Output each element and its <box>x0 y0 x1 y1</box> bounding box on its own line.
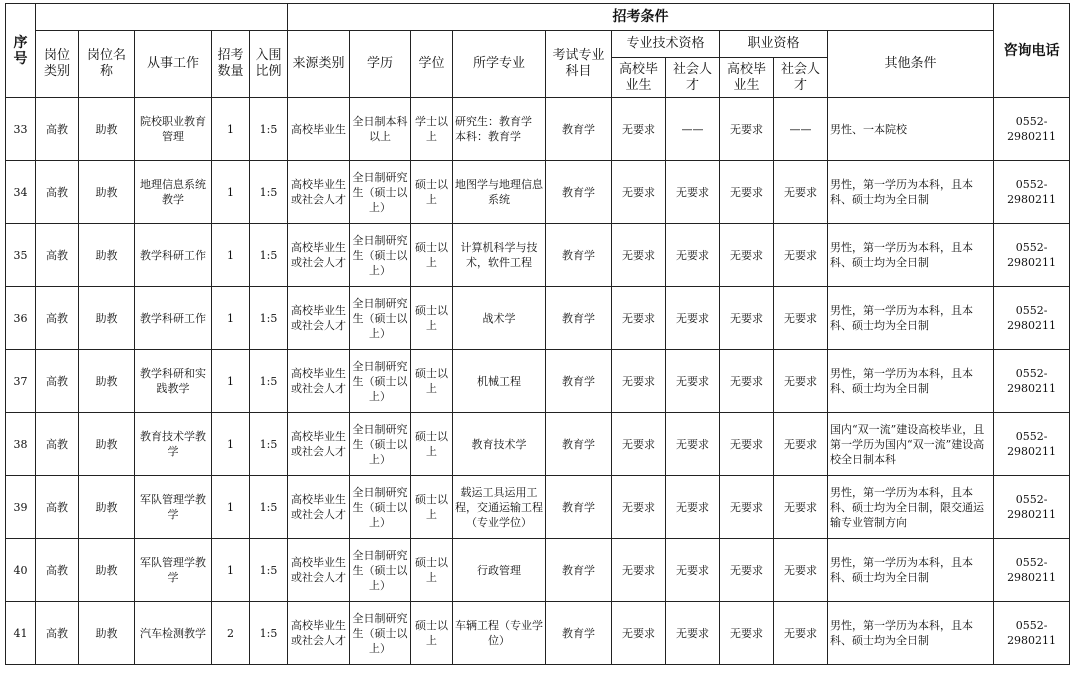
cell-phone: 0552-2980211 <box>994 224 1070 287</box>
cell-other: 男性，第一学历为本科，且本科、硕士均为全日制 <box>828 602 994 665</box>
cell-ratio: 1:5 <box>250 476 288 539</box>
cell-seq: 37 <box>6 350 36 413</box>
cell-pt-graduate: 无要求 <box>612 287 666 350</box>
cell-quota: 2 <box>212 602 250 665</box>
cell-ratio: 1:5 <box>250 161 288 224</box>
header-post-type: 岗位类别 <box>36 31 79 98</box>
cell-education: 全日制研究生（硕士以上） <box>350 287 411 350</box>
cell-ratio: 1:5 <box>250 602 288 665</box>
cell-seq: 41 <box>6 602 36 665</box>
cell-quota: 1 <box>212 539 250 602</box>
cell-voc-graduate: 无要求 <box>720 224 774 287</box>
cell-post-type: 高教 <box>36 287 79 350</box>
cell-pt-social: 无要求 <box>666 413 720 476</box>
cell-post-name: 助教 <box>79 161 135 224</box>
header-voc-graduate: 高校毕业生 <box>720 58 774 98</box>
table-body <box>6 98 1070 665</box>
cell-pt-graduate: 无要求 <box>612 413 666 476</box>
cell-post-type: 高教 <box>36 350 79 413</box>
table-row <box>6 224 1070 287</box>
cell-pt-social: 无要求 <box>666 476 720 539</box>
cell-source: 高校毕业生或社会人才 <box>288 539 350 602</box>
cell-post-type: 高教 <box>36 224 79 287</box>
cell-exam-major: 教育学 <box>546 539 612 602</box>
cell-pt-social: —— <box>666 98 720 161</box>
cell-pt-graduate: 无要求 <box>612 98 666 161</box>
cell-post-name: 助教 <box>79 224 135 287</box>
cell-voc-social: —— <box>774 98 828 161</box>
cell-major: 行政管理 <box>453 539 546 602</box>
table-row <box>6 98 1070 161</box>
cell-major: 教育技术学 <box>453 413 546 476</box>
cell-post-name: 助教 <box>79 602 135 665</box>
cell-quota: 1 <box>212 413 250 476</box>
cell-work: 教育技术学教学 <box>135 413 212 476</box>
table-row <box>6 350 1070 413</box>
cell-seq: 36 <box>6 287 36 350</box>
cell-voc-social: 无要求 <box>774 602 828 665</box>
cell-post-name: 助教 <box>79 98 135 161</box>
cell-ratio: 1:5 <box>250 350 288 413</box>
cell-voc-social: 无要求 <box>774 350 828 413</box>
cell-source: 高校毕业生或社会人才 <box>288 476 350 539</box>
cell-source: 高校毕业生或社会人才 <box>288 413 350 476</box>
header-pt-social: 社会人才 <box>666 58 720 98</box>
cell-pt-social: 无要求 <box>666 350 720 413</box>
header-phone: 咨询电话 <box>994 4 1070 98</box>
cell-quota: 1 <box>212 98 250 161</box>
cell-education: 全日制研究生（硕士以上） <box>350 476 411 539</box>
cell-pt-social: 无要求 <box>666 161 720 224</box>
cell-exam-major: 教育学 <box>546 602 612 665</box>
cell-major: 研究生：教育学 本科：教育学 <box>453 98 546 161</box>
table-row <box>6 413 1070 476</box>
cell-ratio: 1:5 <box>250 287 288 350</box>
cell-other: 男性、一本院校 <box>828 98 994 161</box>
cell-exam-major: 教育学 <box>546 287 612 350</box>
cell-pt-graduate: 无要求 <box>612 476 666 539</box>
header-source: 来源类别 <box>288 31 350 98</box>
table-row <box>6 287 1070 350</box>
cell-post-type: 高教 <box>36 539 79 602</box>
cell-phone: 0552-2980211 <box>994 161 1070 224</box>
table-row <box>6 602 1070 665</box>
table-row <box>6 476 1070 539</box>
header-conditions: 招考条件 <box>288 4 994 31</box>
cell-source: 高校毕业生 <box>288 98 350 161</box>
cell-phone: 0552-2980211 <box>994 602 1070 665</box>
cell-phone: 0552-2980211 <box>994 539 1070 602</box>
header-education: 学历 <box>350 31 411 98</box>
cell-phone: 0552-2980211 <box>994 98 1070 161</box>
cell-voc-social: 无要求 <box>774 476 828 539</box>
header-degree: 学位 <box>411 31 453 98</box>
cell-work: 教学科研工作 <box>135 224 212 287</box>
cell-degree: 硕士以上 <box>411 602 453 665</box>
cell-voc-graduate: 无要求 <box>720 539 774 602</box>
cell-work: 教学科研和实践教学 <box>135 350 212 413</box>
header-work: 从事工作 <box>135 31 212 98</box>
header-exam-major: 考试专业科目 <box>546 31 612 98</box>
cell-voc-social: 无要求 <box>774 161 828 224</box>
cell-seq: 34 <box>6 161 36 224</box>
cell-education: 全日制研究生（硕士以上） <box>350 413 411 476</box>
header-vocational: 职业资格 <box>720 31 828 58</box>
cell-degree: 硕士以上 <box>411 413 453 476</box>
recruitment-table-wrapper <box>5 3 1070 665</box>
cell-seq: 40 <box>6 539 36 602</box>
cell-exam-major: 教育学 <box>546 224 612 287</box>
cell-source: 高校毕业生或社会人才 <box>288 224 350 287</box>
cell-degree: 硕士以上 <box>411 161 453 224</box>
cell-pt-social: 无要求 <box>666 602 720 665</box>
cell-ratio: 1:5 <box>250 539 288 602</box>
cell-other: 男性，第一学历为本科，且本科、硕士均为全日制 <box>828 287 994 350</box>
cell-quota: 1 <box>212 350 250 413</box>
cell-seq: 35 <box>6 224 36 287</box>
cell-exam-major: 教育学 <box>546 161 612 224</box>
cell-degree: 硕士以上 <box>411 476 453 539</box>
cell-voc-graduate: 无要求 <box>720 476 774 539</box>
cell-degree: 硕士以上 <box>411 539 453 602</box>
header-voc-social: 社会人才 <box>774 58 828 98</box>
cell-degree: 硕士以上 <box>411 224 453 287</box>
cell-work: 军队管理学教学 <box>135 539 212 602</box>
cell-quota: 1 <box>212 476 250 539</box>
cell-exam-major: 教育学 <box>546 476 612 539</box>
header-quota: 招考数量 <box>212 31 250 98</box>
cell-ratio: 1:5 <box>250 98 288 161</box>
cell-quota: 1 <box>212 224 250 287</box>
cell-education: 全日制研究生（硕士以上） <box>350 350 411 413</box>
cell-quota: 1 <box>212 287 250 350</box>
cell-major: 战术学 <box>453 287 546 350</box>
cell-major: 计算机科学与技术，软件工程 <box>453 224 546 287</box>
cell-work: 教学科研工作 <box>135 287 212 350</box>
cell-degree: 硕士以上 <box>411 350 453 413</box>
cell-phone: 0552-2980211 <box>994 287 1070 350</box>
cell-source: 高校毕业生或社会人才 <box>288 287 350 350</box>
cell-voc-social: 无要求 <box>774 413 828 476</box>
cell-major: 地图学与地理信息系统 <box>453 161 546 224</box>
cell-education: 全日制研究生（硕士以上） <box>350 224 411 287</box>
cell-other: 男性，第一学历为本科，且本科、硕士均为全日制，限交通运输专业管制方向 <box>828 476 994 539</box>
cell-voc-graduate: 无要求 <box>720 98 774 161</box>
cell-voc-graduate: 无要求 <box>720 602 774 665</box>
cell-pt-social: 无要求 <box>666 287 720 350</box>
header-pt-graduate: 高校毕业生 <box>612 58 666 98</box>
cell-pt-social: 无要求 <box>666 224 720 287</box>
cell-ratio: 1:5 <box>250 413 288 476</box>
cell-post-type: 高教 <box>36 98 79 161</box>
cell-post-type: 高教 <box>36 602 79 665</box>
cell-degree: 学士以上 <box>411 98 453 161</box>
cell-pt-graduate: 无要求 <box>612 350 666 413</box>
cell-voc-graduate: 无要求 <box>720 413 774 476</box>
cell-other: 男性，第一学历为本科，且本科、硕士均为全日制 <box>828 539 994 602</box>
recruitment-table <box>5 3 1070 665</box>
cell-seq: 33 <box>6 98 36 161</box>
cell-voc-social: 无要求 <box>774 539 828 602</box>
cell-post-type: 高教 <box>36 161 79 224</box>
cell-pt-graduate: 无要求 <box>612 224 666 287</box>
cell-education: 全日制研究生（硕士以上） <box>350 539 411 602</box>
cell-exam-major: 教育学 <box>546 98 612 161</box>
cell-source: 高校毕业生或社会人才 <box>288 161 350 224</box>
cell-source: 高校毕业生或社会人才 <box>288 350 350 413</box>
header-post-name: 岗位名称 <box>79 31 135 98</box>
header-major: 所学专业 <box>453 31 546 98</box>
cell-post-name: 助教 <box>79 350 135 413</box>
cell-other: 男性，第一学历为本科，且本科、硕士均为全日制 <box>828 224 994 287</box>
header-blank-left <box>36 4 288 31</box>
cell-pt-social: 无要求 <box>666 539 720 602</box>
header-pro-tech: 专业技术资格 <box>612 31 720 58</box>
cell-education: 全日制研究生（硕士以上） <box>350 161 411 224</box>
cell-exam-major: 教育学 <box>546 413 612 476</box>
cell-quota: 1 <box>212 161 250 224</box>
cell-exam-major: 教育学 <box>546 350 612 413</box>
cell-other: 国内“双一流”建设高校毕业，且第一学历为国内“双一流”建设高校全日制本科 <box>828 413 994 476</box>
header-ratio: 入围比例 <box>250 31 288 98</box>
cell-seq: 39 <box>6 476 36 539</box>
header-other: 其他条件 <box>828 31 994 98</box>
cell-work: 军队管理学教学 <box>135 476 212 539</box>
cell-phone: 0552-2980211 <box>994 413 1070 476</box>
cell-pt-graduate: 无要求 <box>612 161 666 224</box>
cell-major: 载运工具运用工程，交通运输工程（专业学位） <box>453 476 546 539</box>
cell-work: 院校职业教育管理 <box>135 98 212 161</box>
cell-other: 男性，第一学历为本科，且本科、硕士均为全日制 <box>828 161 994 224</box>
cell-voc-graduate: 无要求 <box>720 287 774 350</box>
cell-post-name: 助教 <box>79 476 135 539</box>
cell-work: 地理信息系统教学 <box>135 161 212 224</box>
cell-work: 汽车检测教学 <box>135 602 212 665</box>
cell-degree: 硕士以上 <box>411 287 453 350</box>
cell-voc-social: 无要求 <box>774 224 828 287</box>
cell-source: 高校毕业生或社会人才 <box>288 602 350 665</box>
cell-major: 车辆工程（专业学位） <box>453 602 546 665</box>
cell-other: 男性，第一学历为本科，且本科、硕士均为全日制 <box>828 350 994 413</box>
cell-post-type: 高教 <box>36 476 79 539</box>
cell-post-name: 助教 <box>79 539 135 602</box>
table-row <box>6 539 1070 602</box>
cell-seq: 38 <box>6 413 36 476</box>
cell-voc-graduate: 无要求 <box>720 161 774 224</box>
cell-education: 全日制本科以上 <box>350 98 411 161</box>
cell-pt-graduate: 无要求 <box>612 602 666 665</box>
cell-voc-graduate: 无要求 <box>720 350 774 413</box>
cell-major: 机械工程 <box>453 350 546 413</box>
table-row <box>6 161 1070 224</box>
cell-education: 全日制研究生（硕士以上） <box>350 602 411 665</box>
cell-voc-social: 无要求 <box>774 287 828 350</box>
cell-post-name: 助教 <box>79 413 135 476</box>
cell-phone: 0552-2980211 <box>994 476 1070 539</box>
cell-pt-graduate: 无要求 <box>612 539 666 602</box>
header-seq: 序号 <box>6 4 36 98</box>
cell-ratio: 1:5 <box>250 224 288 287</box>
cell-phone: 0552-2980211 <box>994 350 1070 413</box>
cell-post-type: 高教 <box>36 413 79 476</box>
cell-post-name: 助教 <box>79 287 135 350</box>
